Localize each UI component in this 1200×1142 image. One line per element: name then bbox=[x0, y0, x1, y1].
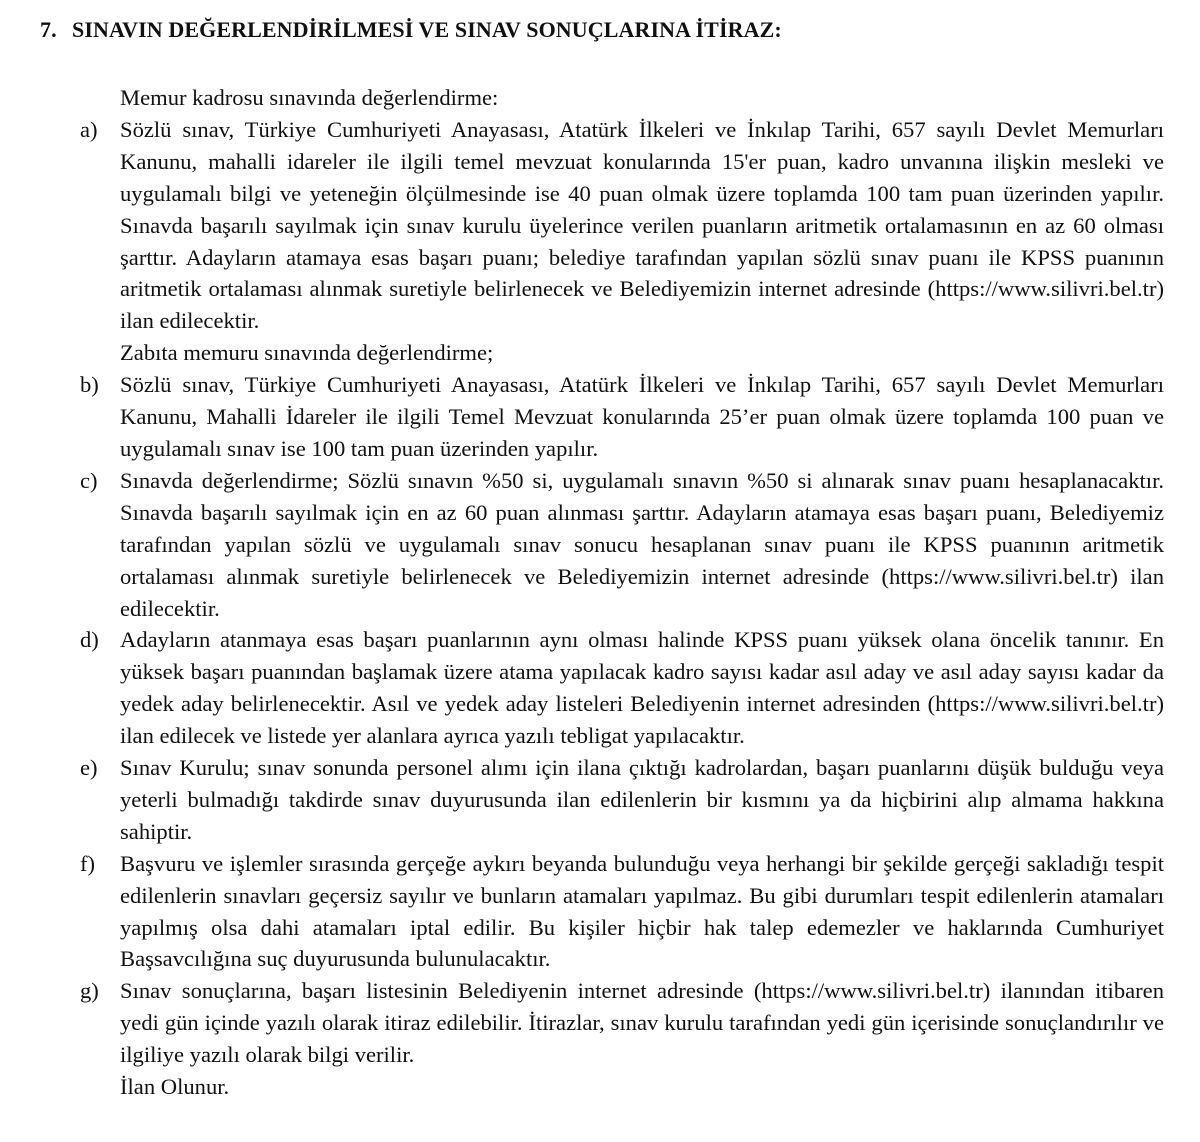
list-item-text: Adayların atanmaya esas başarı puanlarının aynı olması halinde KPSS puanı yüksek olana öncelik tanınır. En yüksek başarı puanından başlamak üzere atama yapılacak kadro sayısı kadar asıl aday ve asıl aday sayısı kadar da yedek aday belirlenecektir. Asıl ve yedek aday listeleri Belediyenin internet adresinden (https://www.silivri.bel.tr) ilan edilecek ve listede yer alanlara ayrıca yazılı tebligat yapılacaktır. bbox=[120, 627, 1164, 749]
list-item-label: f) bbox=[80, 850, 96, 876]
list-item-label: d) bbox=[80, 627, 99, 653]
list-item-label: g) bbox=[80, 978, 99, 1004]
zabita-intro: Zabıta memuru sınavında değerlendirme; bbox=[120, 340, 494, 366]
memur-intro: Memur kadrosu sınavında değerlendirme: bbox=[120, 85, 499, 110]
list-item-label: b) bbox=[80, 372, 99, 398]
list-item-label: c) bbox=[80, 467, 98, 493]
section-number: 7. bbox=[40, 17, 57, 42]
list-item-d bbox=[40, 624, 1164, 752]
closing-text: İlan Olunur. bbox=[120, 1074, 230, 1100]
list-item-text: Sınav Kurulu; sınav sonunda personel alımı için ilana çıktığı kadrolardan, başarı puanlarını düşük bulduğu veya yeterli bulmadığı takdirde sınav duyurusunda ilan edilenlerin bir kısmını ya da hiçbirini alıp almama hakkına sahiptir. bbox=[120, 755, 1164, 844]
list-item-text: Sınavda değerlendirme; Sözlü sınavın %50 si, uygulamalı sınavın %50 si alınarak sınav puanı hesaplanacaktır. Sınavda başarılı sayılmak için en az 60 puan alınması şarttır. Adayların atamaya esas başarı puanı, Belediyemiz tarafından yapılan sözlü ve uygulamalı sınav sonucu hesaplanan sınav puanı ile KPSS puanının aritmetik ortalaması alınmak suretiyle belirlenecek ve Belediyemizin internet adresinde (https://www.silivri.bel.tr) ilan edilecektir. bbox=[120, 467, 1164, 621]
section-heading bbox=[40, 14, 1164, 46]
list-item-text: Sözlü sınav, Türkiye Cumhuriyeti Anayasası, Atatürk İlkeleri ve İnkılap Tarihi, 657 sayılı Devlet Memurları Kanunu, mahalli idareler ile ilgili temel mevzuat konularında 15'er puan, kadro unvanına ilişkin mesleki ve uygulamalı bilgi ve yeteneğin ölçülmesinde ise 40 puan olmak üzere toplamda 100 tam puan üzerinden yapılır. Sınavda başarılı sayılmak için sınav kurulu üyelerince verilen puanların aritmetik ortalamasının en az 60 olması şarttır. Adayların atamaya esas başarı puanı; belediye tarafından yapılan sözlü sınav puanı ile KPSS puanının aritmetik ortalaması alınmak suretiyle belirlenecek ve Belediyemizin internet adresinde (https://www.silivri.bel.tr) ilan edilecektir. bbox=[120, 116, 1164, 334]
list-item-e bbox=[40, 752, 1164, 848]
list-item-text: Sözlü sınav, Türkiye Cumhuriyeti Anayasası, Atatürk İlkeleri ve İnkılap Tarihi, 657 sayılı Devlet Memurları Kanunu, Mahalli İdareler ile ilgili Temel Mevzuat konularında 25’er puan olmak üzere toplamda 100 puan ve uygulamalı sınav ise 100 tam puan üzerinden yapılır. bbox=[120, 372, 1164, 461]
document-body bbox=[40, 82, 1164, 1103]
list-item-label: e) bbox=[80, 755, 98, 781]
list-item-f bbox=[40, 848, 1164, 976]
list-item-text: Başvuru ve işlemler sırasında gerçeğe aykırı beyanda bulunduğu veya herhangi bir şekilde gerçeği sakladığı tespit edilenlerin sınavları geçersiz sayılır ve bunların atamaları yapılmaz. Bu gibi durumları tespit edilenlerin atamaları yapılmış olsa dahi atamaları iptal edilir. Bu kişiler hiçbir hak talep edemezler ve haklarında Cumhuriyet Başsavcılığına suç duyurusunda bulunulacaktır. bbox=[120, 850, 1164, 972]
list-item-b bbox=[40, 369, 1164, 465]
list-item-c bbox=[40, 465, 1164, 625]
list-item-a bbox=[40, 114, 1164, 337]
section-title: SINAVIN DEĞERLENDİRİLMESİ VE SINAV SONUÇLARINA İTİRAZ: bbox=[72, 17, 782, 42]
list-item-g bbox=[40, 975, 1164, 1071]
list-item-text: Sınav sonuçlarına, başarı listesinin Belediyenin internet adresinde (https://www.silivri.bel.tr) ilanından itibaren yedi gün içinde yazılı olarak itiraz edilebilir. İtirazlar, sınav kurulu tarafından yedi gün içerisinde sonuçlandırılır ve ilgiliye yazılı olarak bilgi verilir. bbox=[120, 978, 1164, 1068]
list-item-label: a) bbox=[80, 116, 98, 142]
